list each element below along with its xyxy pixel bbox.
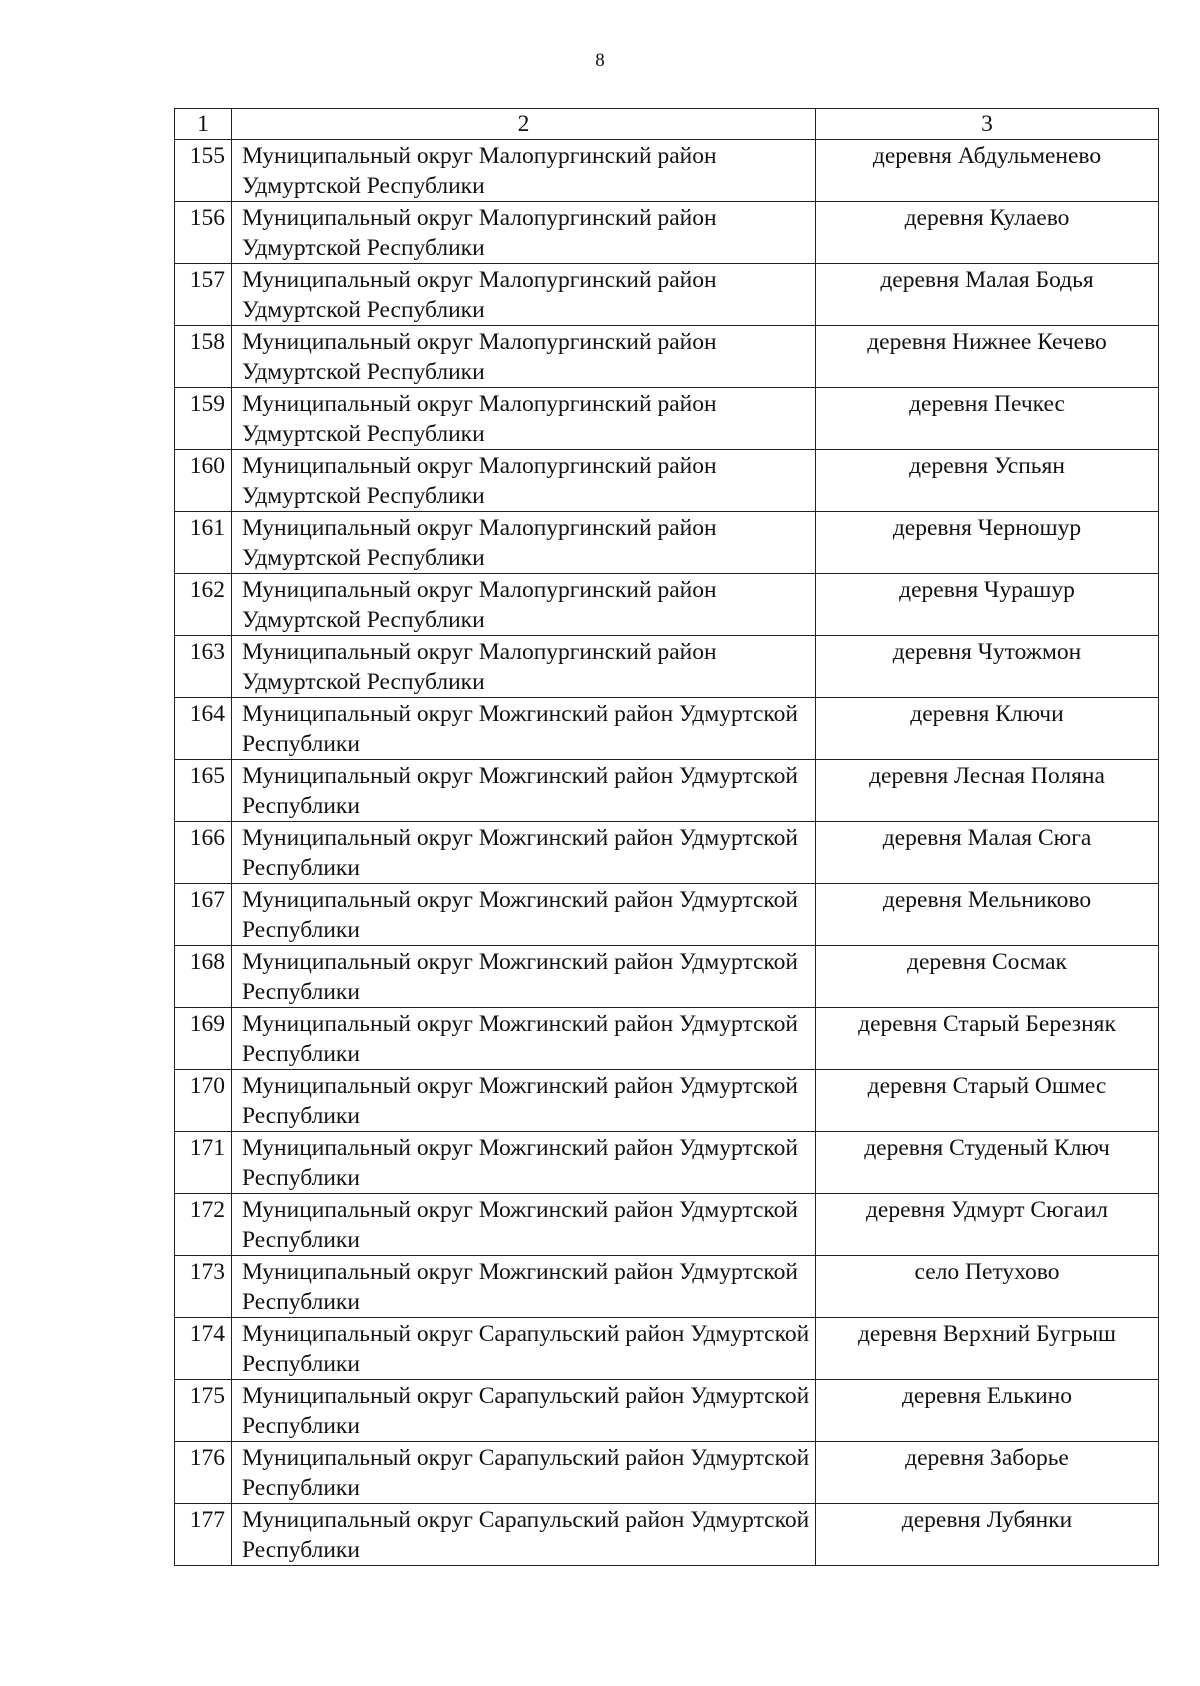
row-number: 174 — [175, 1318, 232, 1380]
row-number: 173 — [175, 1256, 232, 1318]
table-header-row — [175, 109, 1159, 140]
table-row — [175, 822, 1159, 884]
settlement-name: деревня Верхний Бугрыш — [816, 1318, 1159, 1380]
settlement-name: деревня Малая Бодья — [816, 264, 1159, 326]
settlement-name: деревня Печкес — [816, 388, 1159, 450]
municipality-name: Муниципальный округ Малопургинский район Удмуртской Республики — [232, 636, 816, 698]
settlement-name: деревня Чутожмон — [816, 636, 1159, 698]
row-number: 162 — [175, 574, 232, 636]
municipality-name: Муниципальный округ Сарапульский район Удмуртской Республики — [232, 1504, 816, 1566]
municipality-name: Муниципальный округ Можгинский район Удмуртской Республики — [232, 1194, 816, 1256]
settlement-name: деревня Студеный Ключ — [816, 1132, 1159, 1194]
page-number: 8 — [595, 50, 605, 71]
row-number: 164 — [175, 698, 232, 760]
row-number: 161 — [175, 512, 232, 574]
municipality-name: Муниципальный округ Можгинский район Удмуртской Республики — [232, 946, 816, 1008]
row-number: 156 — [175, 202, 232, 264]
settlement-name: деревня Заборье — [816, 1442, 1159, 1504]
settlement-name: деревня Черношур — [816, 512, 1159, 574]
header-col-1: 1 — [175, 109, 232, 140]
row-number: 171 — [175, 1132, 232, 1194]
row-number: 170 — [175, 1070, 232, 1132]
municipality-name: Муниципальный округ Можгинский район Удмуртской Республики — [232, 1256, 816, 1318]
table-row — [175, 946, 1159, 1008]
header-col-2: 2 — [232, 109, 816, 140]
table-row — [175, 1504, 1159, 1566]
table-row — [175, 1256, 1159, 1318]
settlement-name: деревня Удмурт Сюгаил — [816, 1194, 1159, 1256]
settlement-name: деревня Лубянки — [816, 1504, 1159, 1566]
municipality-name: Муниципальный округ Можгинский район Удмуртской Республики — [232, 884, 816, 946]
table-row — [175, 574, 1159, 636]
municipality-name: Муниципальный округ Сарапульский район Удмуртской Республики — [232, 1442, 816, 1504]
settlement-name: деревня Малая Сюга — [816, 822, 1159, 884]
table-row — [175, 1070, 1159, 1132]
row-number: 167 — [175, 884, 232, 946]
table-row — [175, 1008, 1159, 1070]
municipality-name: Муниципальный округ Сарапульский район Удмуртской Республики — [232, 1380, 816, 1442]
table-row — [175, 1194, 1159, 1256]
settlement-name: деревня Сосмак — [816, 946, 1159, 1008]
municipality-name: Муниципальный округ Можгинский район Удмуртской Республики — [232, 1132, 816, 1194]
settlement-name: деревня Чурашур — [816, 574, 1159, 636]
row-number: 177 — [175, 1504, 232, 1566]
row-number: 159 — [175, 388, 232, 450]
municipality-name: Муниципальный округ Можгинский район Удмуртской Республики — [232, 1070, 816, 1132]
row-number: 176 — [175, 1442, 232, 1504]
municipality-name: Муниципальный округ Малопургинский район Удмуртской Республики — [232, 264, 816, 326]
table-body — [175, 140, 1159, 1566]
row-number: 169 — [175, 1008, 232, 1070]
table-row — [175, 1380, 1159, 1442]
settlement-name: деревня Старый Березняк — [816, 1008, 1159, 1070]
table-row — [175, 202, 1159, 264]
municipality-name: Муниципальный округ Малопургинский район Удмуртской Республики — [232, 326, 816, 388]
settlement-name: деревня Лесная Поляна — [816, 760, 1159, 822]
row-number: 160 — [175, 450, 232, 512]
table-row — [175, 1318, 1159, 1380]
municipality-name: Муниципальный округ Можгинский район Удмуртской Республики — [232, 760, 816, 822]
municipality-name: Муниципальный округ Можгинский район Удмуртской Республики — [232, 698, 816, 760]
row-number: 158 — [175, 326, 232, 388]
header-col-3: 3 — [816, 109, 1159, 140]
row-number: 155 — [175, 140, 232, 202]
table-row — [175, 760, 1159, 822]
settlement-name: село Петухово — [816, 1256, 1159, 1318]
municipality-name: Муниципальный округ Малопургинский район Удмуртской Республики — [232, 512, 816, 574]
municipality-name: Муниципальный округ Сарапульский район Удмуртской Республики — [232, 1318, 816, 1380]
table-row — [175, 512, 1159, 574]
table-row — [175, 450, 1159, 512]
settlement-name: деревня Кулаево — [816, 202, 1159, 264]
table-row — [175, 264, 1159, 326]
settlement-name: деревня Елькино — [816, 1380, 1159, 1442]
table-row — [175, 388, 1159, 450]
table-row — [175, 140, 1159, 202]
municipality-name: Муниципальный округ Малопургинский район Удмуртской Республики — [232, 388, 816, 450]
row-number: 168 — [175, 946, 232, 1008]
table-row — [175, 698, 1159, 760]
settlement-name: деревня Старый Ошмес — [816, 1070, 1159, 1132]
municipality-name: Муниципальный округ Малопургинский район Удмуртской Республики — [232, 574, 816, 636]
row-number: 172 — [175, 1194, 232, 1256]
municipality-name: Муниципальный округ Можгинский район Удмуртской Республики — [232, 1008, 816, 1070]
table-row — [175, 884, 1159, 946]
settlement-name: деревня Абдульменево — [816, 140, 1159, 202]
table-row — [175, 1132, 1159, 1194]
municipality-name: Муниципальный округ Можгинский район Удмуртской Республики — [232, 822, 816, 884]
settlement-name: деревня Мельниково — [816, 884, 1159, 946]
row-number: 166 — [175, 822, 232, 884]
row-number: 163 — [175, 636, 232, 698]
municipality-name: Муниципальный округ Малопургинский район Удмуртской Республики — [232, 202, 816, 264]
municipality-name: Муниципальный округ Малопургинский район Удмуртской Республики — [232, 450, 816, 512]
settlement-name: деревня Успьян — [816, 450, 1159, 512]
row-number: 165 — [175, 760, 232, 822]
table-row — [175, 636, 1159, 698]
settlement-name: деревня Нижнее Кечево — [816, 326, 1159, 388]
row-number: 157 — [175, 264, 232, 326]
settlement-name: деревня Ключи — [816, 698, 1159, 760]
municipality-name: Муниципальный округ Малопургинский район Удмуртской Республики — [232, 140, 816, 202]
row-number: 175 — [175, 1380, 232, 1442]
settlements-table — [174, 108, 1159, 1566]
table-row — [175, 326, 1159, 388]
table-row — [175, 1442, 1159, 1504]
